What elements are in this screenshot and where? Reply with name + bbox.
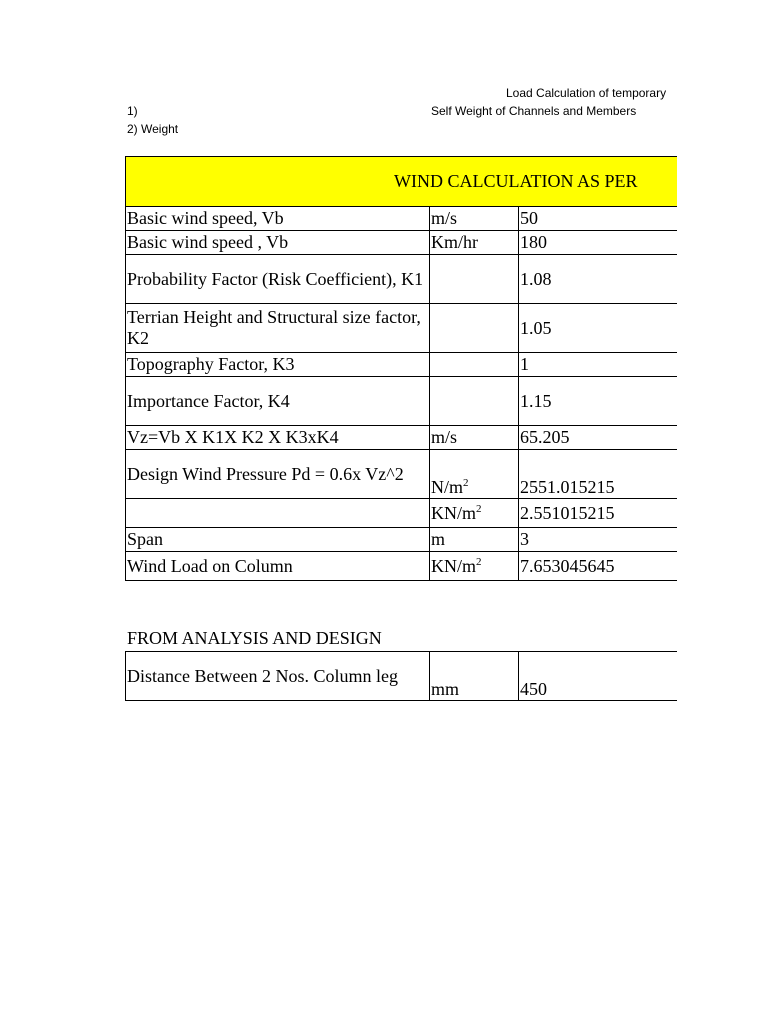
unit-base: KN/m	[431, 502, 476, 523]
table-row	[126, 353, 768, 377]
row-value: 1.15	[519, 377, 768, 426]
item-2-text: 2) Weight	[127, 122, 179, 136]
row-label: Basic wind speed , Vb	[126, 231, 430, 255]
unit-exponent: 2	[476, 555, 482, 568]
table-row	[126, 304, 768, 353]
page-edge-mask	[677, 0, 768, 1024]
table-row	[126, 231, 768, 255]
table-row	[126, 528, 768, 552]
table-heading-row	[126, 157, 768, 207]
row-label: Topography Factor, K3	[126, 353, 430, 377]
unit-base: KN/m	[431, 555, 476, 576]
unit-exponent: 2	[463, 477, 469, 489]
document-title: Load Calculation of temporary	[506, 86, 667, 100]
row-unit	[430, 377, 519, 426]
row-unit: m	[430, 528, 519, 552]
row-unit: Km/hr	[430, 231, 519, 255]
row-value: 1.05	[519, 304, 768, 353]
row-value: 7.653045645	[519, 552, 768, 581]
row-label: Wind Load on Column	[126, 552, 430, 581]
row-unit	[430, 255, 519, 304]
table-row	[126, 426, 768, 450]
row-value: 2551.015215	[519, 450, 768, 499]
row-label: Terrian Height and Structural size factor, K2	[126, 304, 430, 353]
row-label: Probability Factor (Risk Coefficient), K1	[126, 255, 430, 304]
row-unit	[430, 450, 519, 499]
row-value: 1.08	[519, 255, 768, 304]
row-unit	[430, 304, 519, 353]
row-label: Basic wind speed, Vb	[126, 207, 430, 231]
item-1-text: Self Weight of Channels and Members	[431, 104, 637, 118]
row-unit	[430, 353, 519, 377]
table-row	[126, 207, 768, 231]
table-row	[126, 499, 768, 528]
analysis-design-table	[125, 651, 768, 701]
item-1-number: 1)	[127, 104, 138, 118]
table-row	[126, 255, 768, 304]
row-value: 450	[519, 652, 768, 701]
row-label: Design Wind Pressure Pd = 0.6x Vz^2	[126, 450, 430, 499]
row-unit	[430, 499, 519, 528]
table-row	[126, 652, 768, 701]
row-label	[126, 499, 430, 528]
row-value: 50	[519, 207, 768, 231]
row-value: 3	[519, 528, 768, 552]
table-row	[126, 377, 768, 426]
row-label: Importance Factor, K4	[126, 377, 430, 426]
row-value: 65.205	[519, 426, 768, 450]
unit-exponent: 2	[476, 502, 482, 515]
row-value: 1	[519, 353, 768, 377]
row-unit	[430, 552, 519, 581]
row-value: 180	[519, 231, 768, 255]
row-unit: mm	[430, 652, 519, 701]
analysis-section-heading: FROM ANALYSIS AND DESIGN	[127, 628, 382, 648]
row-label: Distance Between 2 Nos. Column leg	[126, 652, 430, 701]
wind-calculation-table	[125, 156, 768, 581]
table-row	[126, 450, 768, 499]
row-value: 2.551015215	[519, 499, 768, 528]
row-label: Span	[126, 528, 430, 552]
table-row	[126, 552, 768, 581]
unit-base: N/m	[431, 477, 464, 497]
row-label: Vz=Vb X K1X K2 X K3xK4	[126, 426, 430, 450]
row-unit: m/s	[430, 207, 519, 231]
table-heading: WIND CALCULATION AS PER	[126, 157, 768, 207]
row-unit: m/s	[430, 426, 519, 450]
